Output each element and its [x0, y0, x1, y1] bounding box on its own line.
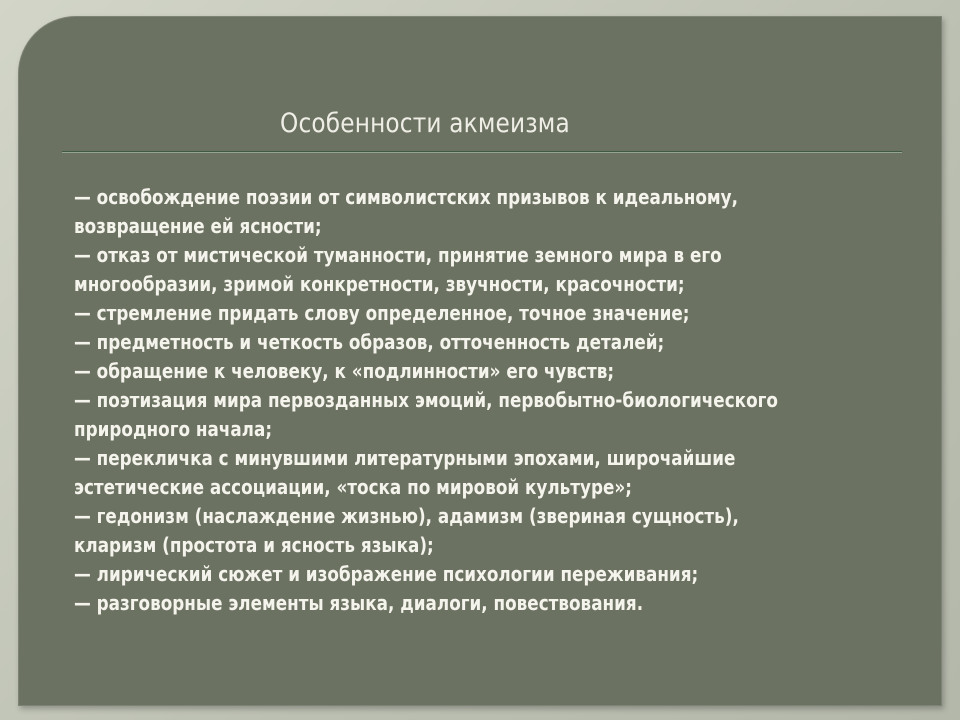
body-line: — предметность и четкость образов, отточенность деталей;: [74, 330, 665, 354]
body-line: — освобождение поэзии от символистских призывов к идеальному,: [74, 185, 738, 209]
body-line: — гедонизм (наслаждение жизнью), адамизм (звериная сущность),: [74, 504, 739, 528]
body-line: — перекличка с минувшими литературными эпохами, широчайшие: [74, 446, 736, 470]
body-line: — отказ от мистической туманности, принятие земного мира в его: [74, 243, 722, 267]
body-line: — поэтизация мира первозданных эмоций, первобытно-биологического: [74, 388, 778, 412]
body-line: — разговорные элементы языка, диалоги, повествования.: [74, 591, 644, 615]
body-line: эстетические ассоциации, «тоска по мировой культуре»;: [74, 475, 632, 499]
title-divider: [62, 151, 902, 153]
body-line: — стремление придать слову определенное, точное значение;: [74, 301, 690, 325]
slide-body: [74, 183, 904, 618]
slide-title: Особенности акмеизма: [280, 108, 570, 139]
body-line: кларизм (простота и ясность языка);: [74, 533, 434, 557]
body-line: возвращение ей ясности;: [74, 214, 322, 238]
body-line: природного начала;: [74, 417, 273, 441]
body-line: — лирический сюжет и изображение психологии переживания;: [74, 562, 699, 586]
body-line: многообразии, зримой конкретности, звучности, красочности;: [74, 272, 685, 296]
body-line: — обращение к человеку, к «подлинности» его чувств;: [74, 359, 615, 383]
